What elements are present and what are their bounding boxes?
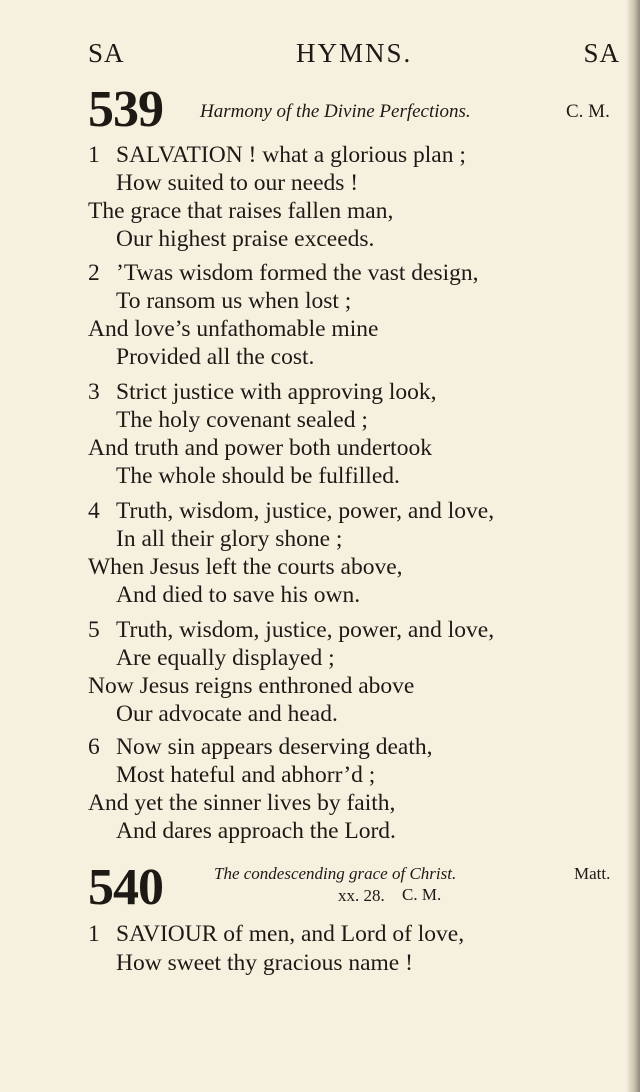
verse-text: Truth, wisdom, justice, power, and love,: [116, 498, 495, 524]
verse-line: And died to save his own.: [116, 582, 361, 608]
verse-text: SAVIOUR of men, and Lord of love,: [116, 921, 465, 947]
running-head: [88, 38, 620, 70]
running-head-title: HYMNS.: [296, 38, 413, 68]
verse-text: Strict justice with approving look,: [116, 379, 437, 405]
verse-line: How suited to our needs !: [116, 170, 359, 196]
verse-number: 4: [88, 498, 100, 524]
verse-text: Truth, wisdom, justice, power, and love,: [116, 617, 495, 643]
hymn-title: Harmony of the Divine Perfections.: [200, 101, 471, 122]
verse-line: Our highest praise exceeds.: [116, 226, 375, 252]
verse-line: And love’s unfathomable mine: [88, 316, 379, 342]
scripture-reference: Matt.: [574, 864, 611, 883]
hymn-meter: C. M.: [566, 101, 610, 122]
verse-line: [88, 141, 466, 169]
hymn-number: 539: [88, 81, 163, 138]
verse-line: And yet the sinner lives by faith,: [88, 790, 396, 816]
verse-line: In all their glory shone ;: [116, 526, 343, 552]
verse-line: [88, 733, 433, 761]
verse-line: [88, 920, 464, 948]
verse-number: 3: [88, 379, 100, 405]
verse-number: 2: [88, 260, 100, 286]
verse-line: Provided all the cost.: [116, 344, 315, 370]
verse-number: 1: [88, 921, 100, 947]
running-head-left: SA: [88, 38, 125, 68]
hymn-540-header: [88, 859, 628, 916]
verse-text: ’Twas wisdom formed the vast design,: [116, 260, 479, 286]
verse-line: The whole should be fulfilled.: [116, 463, 400, 489]
verse-line: [88, 616, 494, 644]
page-edge-shadow: [626, 0, 640, 1092]
scripture-reference-verse: xx. 28.: [338, 886, 385, 905]
hymn-title: The condescending grace of Christ.: [214, 864, 457, 883]
verse-line: And truth and power both undertook: [88, 435, 432, 461]
verse-line: The holy covenant sealed ;: [116, 407, 368, 433]
verse-line: [88, 378, 436, 406]
hymn-number: 540: [88, 859, 163, 916]
verse-text: SALVATION ! what a glorious plan ;: [116, 142, 466, 168]
verse-line: How sweet thy gracious name !: [116, 950, 413, 976]
verse-number: 5: [88, 617, 100, 643]
verse-line: The grace that raises fallen man,: [88, 198, 394, 224]
verse-line: To ransom us when lost ;: [116, 288, 352, 314]
verse-text: Now sin appears deserving death,: [116, 734, 433, 760]
verse-line: Now Jesus reigns enthroned above: [88, 673, 415, 699]
verse-number: 6: [88, 734, 100, 760]
hymn-539-header: [88, 81, 628, 138]
verse-line: [88, 259, 479, 287]
verse-number: 1: [88, 142, 100, 168]
verse-line: [88, 497, 494, 525]
hymn-meter: C. M.: [402, 885, 442, 904]
verse-line: When Jesus left the courts above,: [88, 554, 403, 580]
running-head-right: SA: [583, 38, 620, 68]
verse-line: Are equally displayed ;: [116, 645, 335, 671]
verse-line: Most hateful and abhorr’d ;: [116, 762, 376, 788]
verse-line: And dares approach the Lord.: [116, 818, 396, 844]
verse-line: Our advocate and head.: [116, 701, 338, 727]
